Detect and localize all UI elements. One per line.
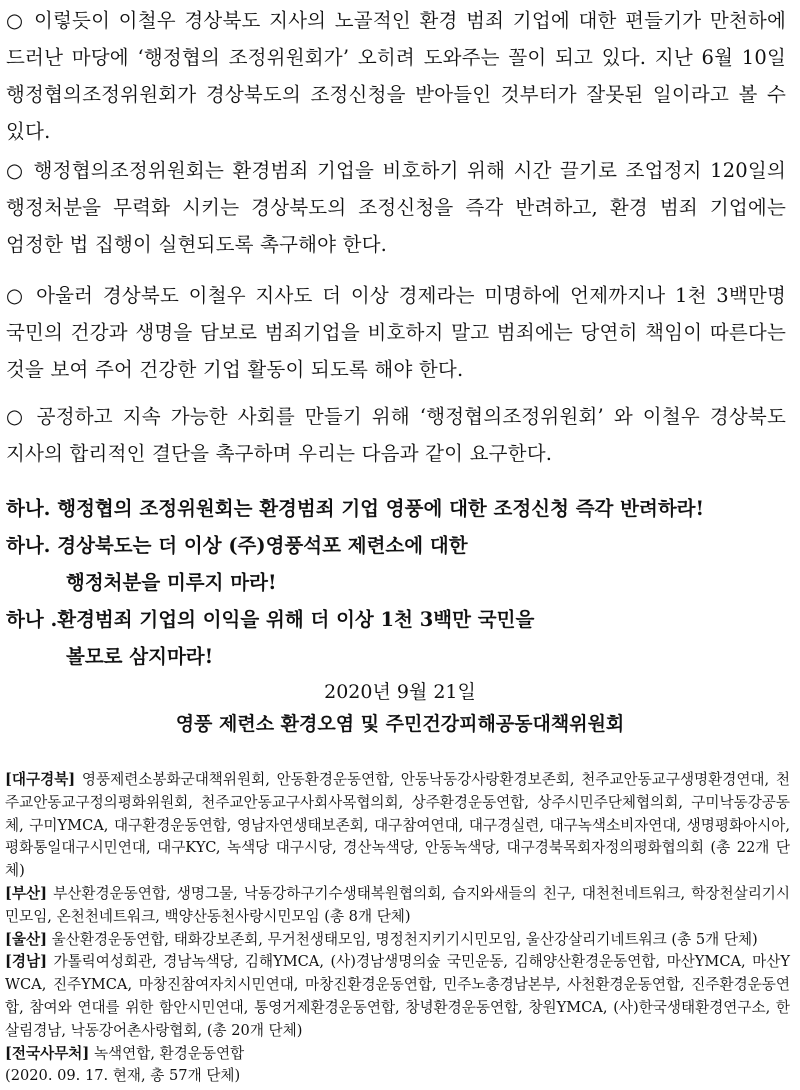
region-label: [대구경북] bbox=[5, 771, 76, 788]
member-list: 영풍제련소봉화군대책위원회, 안동환경운동연합, 안동낙동강사랑환경보존회, 천주교안동교구생명환경연대, 천주교안동교구정의평화위원회, 천주교안동교구사회사목협의회, 상주환경운동연합, 상주시민주단체협의회, 구미낙동강공동체, 구미YMCA, 대구환경운동연합, 영남자연생태보존회, 대구참여연대, 대구경실련, 대구녹색소비자연대, 생명평화아시아, 평화통일대구시민연대, 대구KYC, 녹색당 대구시당, 경산녹색당, 안동녹색당, 대구경북목회자정의평화협의회 (총 22개 단체) bbox=[5, 771, 790, 880]
member-list: 녹색연합, 환경운동연합 bbox=[89, 1044, 245, 1062]
region-label: [울산] bbox=[5, 930, 48, 948]
member-group-national bbox=[5, 1043, 790, 1066]
signature-date: 2020년 9월 21일 bbox=[324, 681, 476, 703]
region-label: [부산] bbox=[5, 884, 48, 902]
member-group-daegu-gyeongbuk bbox=[5, 769, 790, 883]
signature-organization: 영풍 제련소 환경오염 및 주민건강피해공동대책위원회 bbox=[175, 713, 625, 735]
paragraph-3: ○ 아울러 경상북도 이철우 지사도 더 이상 경제라는 미명하에 언제까지나 1천 3백만명 국민의 건강과 생명을 담보로 범죄기업을 비호하지 말고 범죄에는 당연히 책임이 따른다는 것을 보여 주어 건강한 기업 활동이 되도록 해야 한다. bbox=[6, 284, 786, 381]
member-count-footnote: (2020. 09. 17. 현재, 총 57개 단체) bbox=[5, 1067, 241, 1085]
demand-item-2 bbox=[6, 527, 796, 601]
member-list: 가톨릭여성회관, 경남녹색당, 김해YMCA, (사)경남생명의숲 국민운동, 김해양산환경운동연합, 마산YMCA, 마산YWCA, 진주YMCA, 마창진참여자치시민연대, 마창진환경운동연합, 민주노총경남본부, 사천환경운동연합, 진주환경운동연합, 참여와 연대를 위한 함안시민연대, 통영거제환경운동연합, 창녕환경운동연합, 창원YMCA, (사)한국생태환경연구소, 한살림경남, 낙동강어촌사랑협회, (총 20개 단체) bbox=[5, 953, 790, 1039]
demands-list bbox=[6, 490, 796, 675]
paragraph-1: ○ 이렇듯이 이철우 경상북도 지사의 노골적인 환경 범죄 기업에 대한 편들기가 만천하에 드러난 마당에 ‘행정협의 조정위원회가’ 오히려 도와주는 꼴이 되고 있다. 지난 6월 10일 행정협의조정위원회가 경상북도의 조정신청을 받아들인 것부터가 잘못된 일이라고 볼 수 있다. bbox=[6, 9, 786, 143]
member-organizations bbox=[5, 769, 790, 1088]
region-label: [경남] bbox=[5, 953, 48, 971]
paragraph-4: ○ 공정하고 지속 가능한 사회를 만들기 위해 ‘행정협의조정위원회’ 와 이철우 경상북도 지사의 합리적인 결단을 촉구하며 우리는 다음과 같이 요구한다. bbox=[6, 405, 786, 465]
demand-item-1 bbox=[6, 490, 796, 527]
demand-text: 하나. 경상북도는 더 이상 (주)영풍석포 제련소에 대한 bbox=[6, 534, 468, 557]
demand-text: 하나 .환경범죄 기업의 이익을 위해 더 이상 1천 3백만 국민을 bbox=[6, 608, 535, 631]
paragraph-2: ○ 행정협의조정위원회는 환경범죄 기업을 비호하기 위해 시간 끌기로 조업정지 120일의 행정처분을 무력화 시키는 경상북도의 조정신청을 즉각 반려하고, 환경 범죄 기업에는 엄정한 법 집행이 실현되도록 촉구해야 한다. bbox=[6, 159, 786, 256]
demand-continuation: 볼모로 삼지마라! bbox=[66, 645, 214, 668]
demand-continuation: 행정처분을 미루지 마라! bbox=[66, 571, 277, 594]
member-list: 울산환경운동연합, 태화강보존회, 무거천생태모임, 명정천지키기시민모임, 울산강살리기네트워크 (총 5개 단체) bbox=[47, 930, 758, 948]
member-list: 부산환경운동연합, 생명그물, 낙동강하구기수생태복원협의회, 습지와새들의 친구, 대천천네트워크, 학장천살리기시민모임, 온천천네트워크, 백양산동천사랑시민모임 (총 8개 단체) bbox=[5, 884, 790, 925]
demand-text: 하나. 행정협의 조정위원회는 환경범죄 기업 영풍에 대한 조정신청 즉각 반려하라! bbox=[6, 497, 705, 520]
member-group-gyeongnam bbox=[5, 951, 790, 1042]
demand-item-3 bbox=[6, 601, 796, 675]
region-label: [전국사무처] bbox=[5, 1044, 90, 1062]
member-group-busan bbox=[5, 883, 790, 929]
member-group-ulsan bbox=[5, 929, 790, 952]
